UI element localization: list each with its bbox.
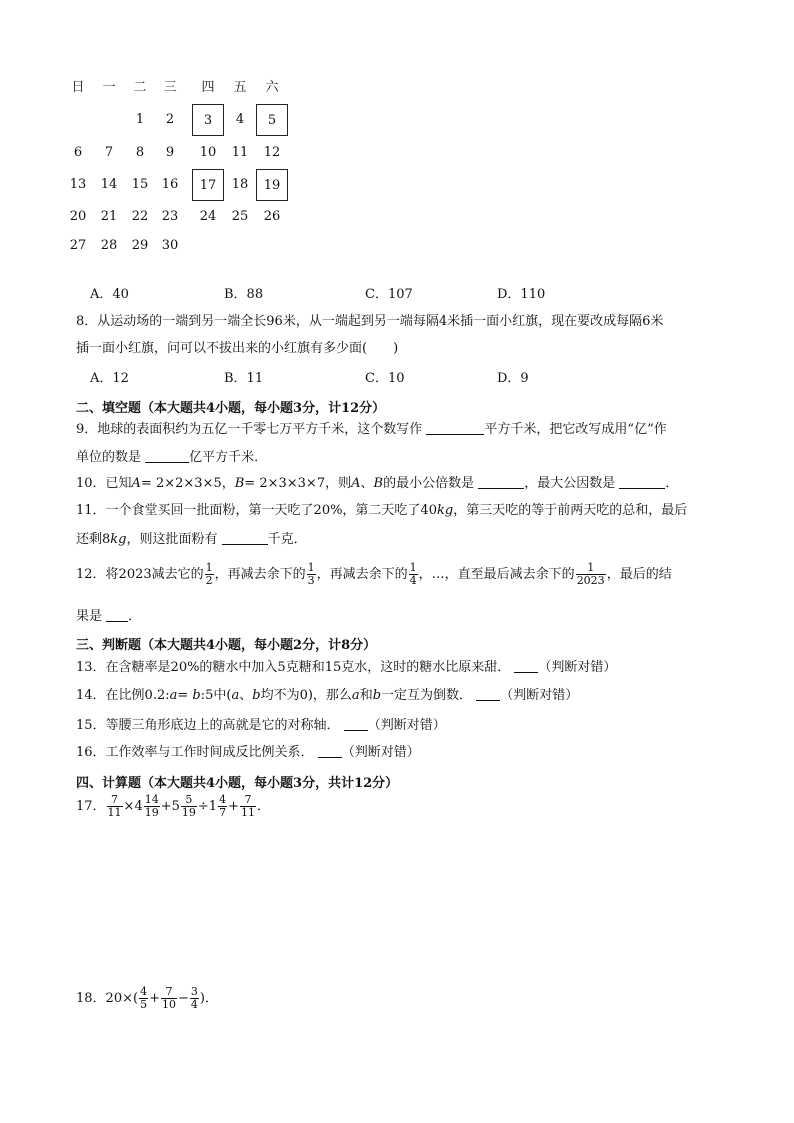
q7-option-c: C．107 [365, 287, 413, 302]
fraction: $\frac{1}{2023}$ [576, 561, 605, 587]
fraction: $\frac{4}{5}$ [140, 985, 148, 1011]
calendar-day: 8 [135, 145, 145, 160]
q8-line2: 插一面小红旗，问可以不拔出来的小红旗有多少面( ) [76, 341, 399, 356]
q10-blank-lcm[interactable] [478, 476, 524, 489]
calendar-day: 13 [69, 177, 87, 192]
calendar-day: 26 [263, 209, 281, 224]
section-judge-heading: 三、判断题（本大题共4小题，每小题2分，计8分） [76, 638, 377, 653]
q10: 10．已知A= 2×2×3×5，B= 2×3×3×7，则A、B的最小公倍数是 ，最大公因数是 ． [76, 476, 679, 491]
q7-option-a: A．40 [90, 287, 129, 302]
calendar-day: 21 [100, 209, 118, 224]
calendar-day: 15 [131, 177, 149, 192]
calendar-day: 20 [69, 209, 87, 224]
q11-line2: 还剩8kg，则这批面粉有 千克． [76, 532, 307, 547]
fraction: $\frac{14}{19}$ [144, 793, 159, 819]
q14: 14．在比例0.2:a= b:5中(a、b均不为0)，那么a和b一定互为倒数． （判断对错） [76, 688, 579, 703]
fraction: $\frac{7}{11}$ [107, 793, 122, 819]
q8-option-d: D．9 [497, 371, 529, 386]
calendar-header: 日 [71, 80, 85, 95]
calendar-day: 16 [161, 177, 179, 192]
calendar-day: 5 [256, 104, 288, 136]
q13-blank[interactable] [514, 660, 538, 673]
q11-line1: 11．一个食堂买回一批面粉，第一天吃了20%，第二天吃了40kg，第三天吃的等于前两天吃的总和，最后 [76, 503, 688, 518]
calendar-day: 19 [256, 169, 288, 201]
calendar-day: 23 [161, 209, 179, 224]
q10-blank-gcd[interactable] [619, 476, 665, 489]
q16-blank[interactable] [318, 745, 342, 758]
q12-line2: 果是 ． [76, 609, 142, 624]
q9-line1: 9．地球的表面积约为五亿一千零七万平方千米，这个数写作 平方千米，把它改写成用“亿”作 [76, 422, 667, 437]
calendar-day: 29 [131, 238, 149, 253]
calendar-day: 27 [69, 238, 87, 253]
q12-line1: 12．将2023减去它的 $\frac{1}{2}$ ，再减去余下的 $\frac{1}{3}$ ，再减去余下的 $\frac{1}{4}$ ，…，直至最后减去余下的 $\frac{1}{2023}$ ，最后的结 [76, 561, 672, 587]
q8-line1: 8．从运动场的一端到另一端全长96米，从一端起到另一端每隔4米插一面小红旗，现在要改成每隔6米 [76, 314, 664, 329]
calendar-day: 30 [161, 238, 179, 253]
calendar-header: 三 [163, 80, 177, 95]
calendar-day: 2 [165, 112, 175, 127]
calendar-header: 二 [133, 80, 147, 95]
calendar-day: 28 [100, 238, 118, 253]
q16: 16．工作效率与工作时间成反比例关系． （判断对错） [76, 745, 420, 760]
calendar-header: 五 [233, 80, 247, 95]
fraction: $\frac{1}{4}$ [409, 561, 417, 587]
calendar-day: 22 [131, 209, 149, 224]
calendar-day: 17 [192, 169, 224, 201]
calendar-day: 11 [231, 145, 249, 160]
calendar-day: 18 [231, 177, 249, 192]
section-fill-in-heading: 二、填空题（本大题共4小题，每小题3分，计12分） [76, 401, 386, 416]
q15: 15．等腰三角形底边上的高就是它的对称轴． （判断对错） [76, 718, 446, 733]
q9-blank-1[interactable] [426, 422, 484, 435]
q17: 17． $\frac{7}{11}$ ×4 $\frac{14}{19}$ +5 $\frac{5}{19}$ ÷1 $\frac{4}{7}$ + $\frac{7}{11}$ ． [76, 793, 270, 819]
calendar-header: 四 [201, 80, 215, 95]
calendar-header: 一 [102, 80, 116, 95]
q18: 18．20×( $\frac{4}{5}$ + $\frac{7}{10}$ − $\frac{3}{4}$ )． [76, 985, 218, 1011]
calendar-day: 24 [199, 209, 217, 224]
calendar-day: 3 [192, 104, 224, 136]
calendar-day: 10 [199, 145, 217, 160]
q15-blank[interactable] [344, 718, 368, 731]
q11-blank[interactable] [222, 532, 268, 545]
q12-blank[interactable] [106, 609, 128, 622]
fraction: $\frac{4}{7}$ [219, 793, 227, 819]
calendar-day: 14 [100, 177, 118, 192]
calendar-day: 9 [165, 145, 175, 160]
q9-line2: 单位的数是 亿平方千米． [76, 450, 268, 465]
q9-blank-2[interactable] [145, 450, 189, 463]
fraction: $\frac{7}{11}$ [240, 793, 255, 819]
fraction: $\frac{5}{19}$ [181, 793, 196, 819]
q8-option-a: A．12 [90, 371, 129, 386]
fraction: $\frac{3}{4}$ [190, 985, 198, 1011]
q7-option-b: B．88 [224, 287, 264, 302]
fraction: $\frac{1}{3}$ [307, 561, 315, 587]
calendar-day: 6 [73, 145, 83, 160]
calendar-day: 1 [135, 112, 145, 127]
section-calc-heading: 四、计算题（本大题共4小题，每小题3分，共计12分） [76, 776, 399, 791]
calendar-day: 7 [104, 145, 114, 160]
q8-option-c: C．10 [365, 371, 405, 386]
q7-option-d: D．110 [497, 287, 546, 302]
q8-option-b: B．11 [224, 371, 264, 386]
fraction: $\frac{7}{10}$ [161, 985, 176, 1011]
q13: 13．在含糖率是20%的糖水中加入5克糖和15克水，这时的糖水比原来甜． （判断对错） [76, 660, 617, 675]
fraction: $\frac{1}{2}$ [205, 561, 213, 587]
q14-blank[interactable] [476, 688, 500, 701]
calendar-day: 4 [235, 112, 245, 127]
calendar-day: 12 [263, 145, 281, 160]
calendar-day: 25 [231, 209, 249, 224]
calendar-header: 六 [265, 80, 279, 95]
